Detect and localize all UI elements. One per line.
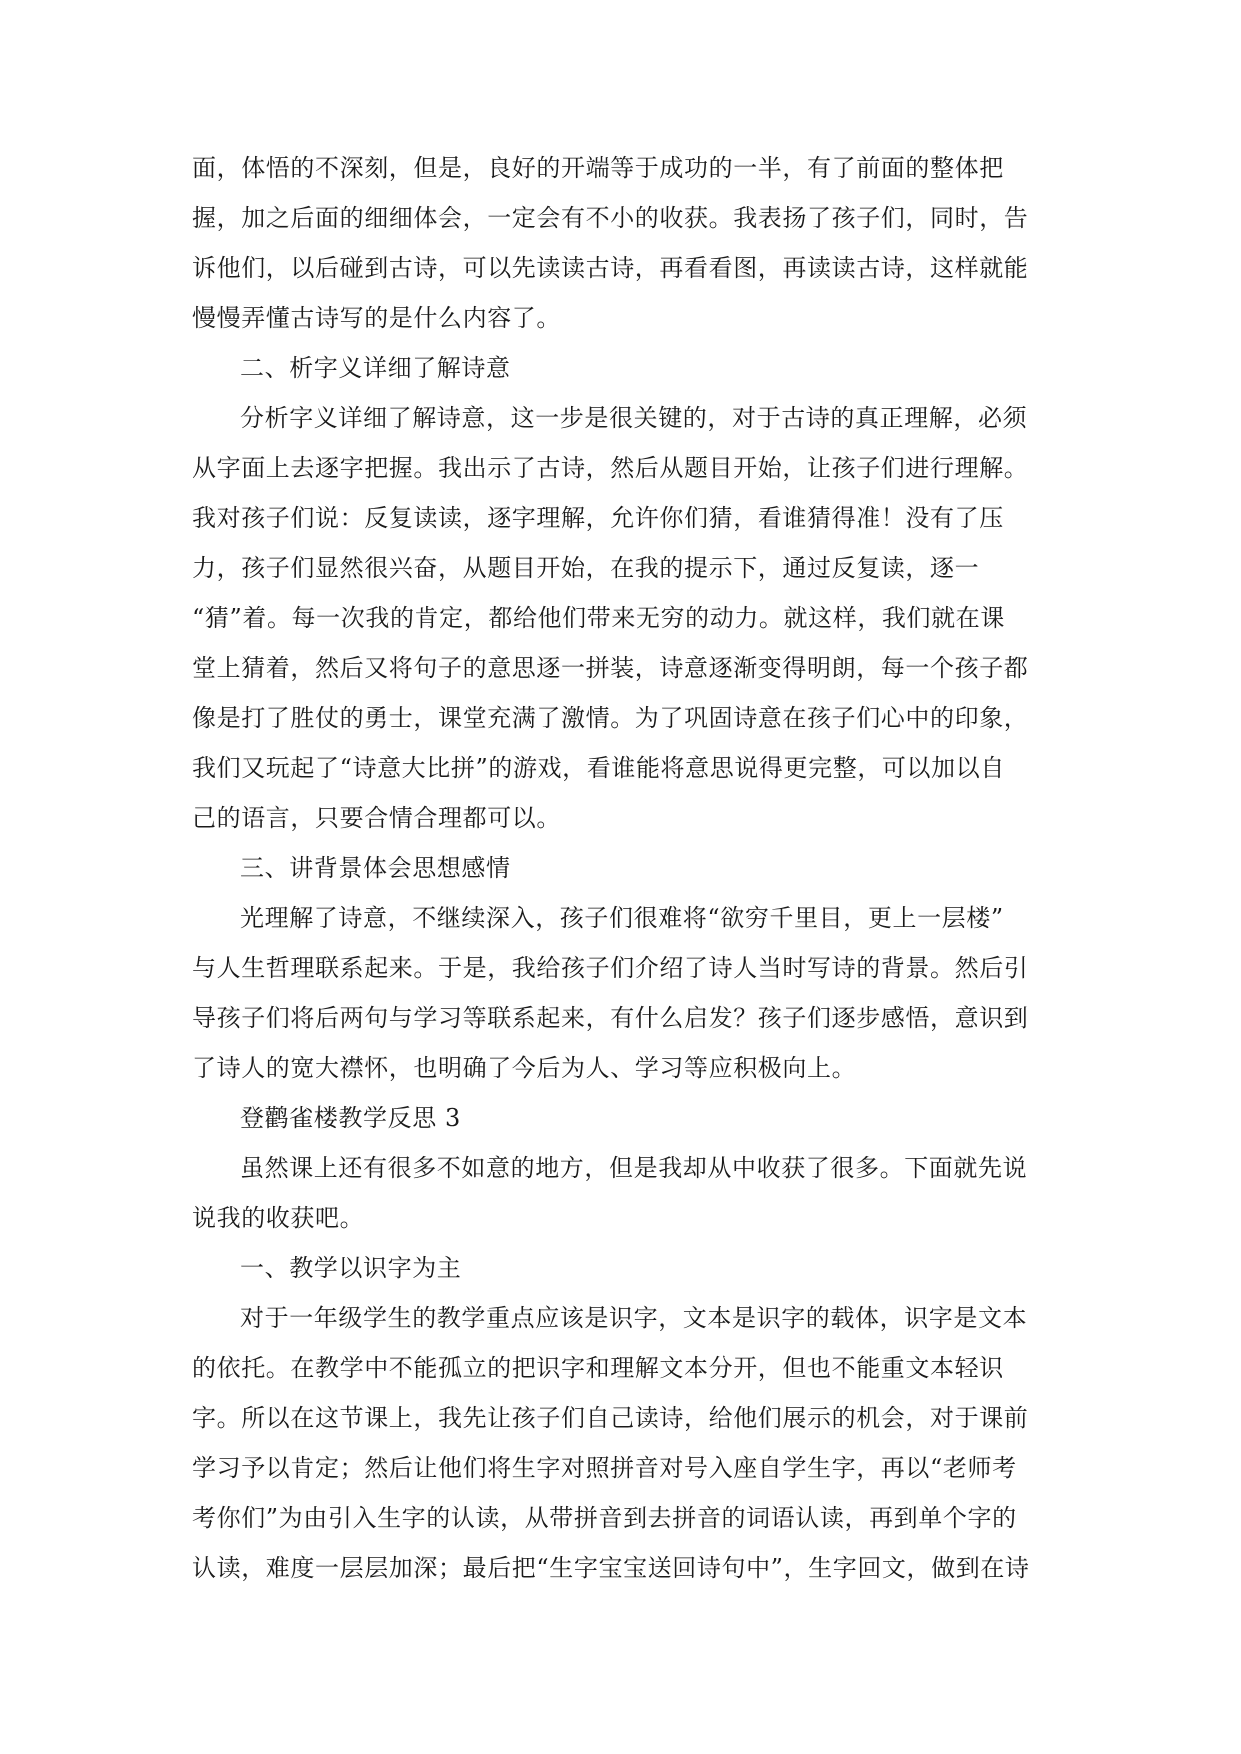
text-line: 像是打了胜仗的勇士，课堂充满了激情。为了巩固诗意在孩子们心中的印象， bbox=[192, 704, 1029, 732]
text-line: 光理解了诗意，不继续深入，孩子们很难将“欲穷千里目，更上一层楼” bbox=[240, 904, 1004, 932]
text-line: 诉他们，以后碰到古诗，可以先读读古诗，再看看图，再读读古诗，这样就能 bbox=[192, 254, 1029, 282]
text-line: 考你们”为由引入生字的认读，从带拼音到去拼音的词语认读，再到单个字的 bbox=[192, 1504, 1017, 1532]
section-heading: 三、讲背景体会思想感情 bbox=[240, 854, 511, 882]
text-line: 堂上猜着，然后又将句子的意思逐一拼装，诗意逐渐变得明朗，每一个孩子都 bbox=[192, 654, 1029, 682]
text-line: 握，加之后面的细细体会，一定会有不小的收获。我表扬了孩子们，同时，告 bbox=[192, 204, 1029, 232]
text-line: 虽然课上还有很多不如意的地方，但是我却从中收获了很多。下面就先说 bbox=[240, 1154, 1028, 1182]
article-title: 登鹳雀楼教学反思 3 bbox=[240, 1104, 461, 1132]
text-line: 说我的收获吧。 bbox=[192, 1204, 365, 1232]
text-line: 导孩子们将后两句与学习等联系起来，有什么启发？孩子们逐步感悟，意识到 bbox=[192, 1004, 1029, 1032]
text-line: 学习予以肯定；然后让他们将生字对照拼音对号入座自学生字，再以“老师考 bbox=[192, 1454, 1017, 1482]
text-line: 我对孩子们说：反复读读，逐字理解，允许你们猜，看谁猜得准！没有了压 bbox=[192, 504, 1004, 532]
text-line: “猜”着。每一次我的肯定，都给他们带来无穷的动力。就这样，我们就在课 bbox=[192, 604, 1005, 632]
section-heading: 二、析字义详细了解诗意 bbox=[240, 354, 511, 382]
text-line: 对于一年级学生的教学重点应该是识字，文本是识字的载体，识字是文本 bbox=[240, 1304, 1028, 1332]
text-line: 力，孩子们显然很兴奋，从题目开始，在我的提示下，通过反复读，逐一 bbox=[192, 554, 980, 582]
text-line: 字。所以在这节课上，我先让孩子们自己读诗，给他们展示的机会，对于课前 bbox=[192, 1404, 1029, 1432]
text-line: 了诗人的宽大襟怀，也明确了今后为人、学习等应积极向上。 bbox=[192, 1054, 857, 1082]
text-line: 从字面上去逐字把握。我出示了古诗，然后从题目开始，让孩子们进行理解。 bbox=[192, 454, 1029, 482]
text-line: 己的语言，只要合情合理都可以。 bbox=[192, 804, 561, 832]
text-line: 我们又玩起了“诗意大比拼”的游戏，看谁能将意思说得更完整，可以加以自 bbox=[192, 754, 1005, 782]
text-line: 与人生哲理联系起来。于是，我给孩子们介绍了诗人当时写诗的背景。然后引 bbox=[192, 954, 1029, 982]
text-line: 分析字义详细了解诗意，这一步是很关键的，对于古诗的真正理解，必须 bbox=[240, 404, 1028, 432]
text-line: 的依托。在教学中不能孤立的把识字和理解文本分开，但也不能重文本轻识 bbox=[192, 1354, 1004, 1382]
section-heading: 一、教学以识字为主 bbox=[240, 1254, 462, 1282]
text-line: 慢慢弄懂古诗写的是什么内容了。 bbox=[192, 304, 561, 332]
text-line: 面，体悟的不深刻，但是，良好的开端等于成功的一半，有了前面的整体把 bbox=[192, 154, 1004, 182]
text-line: 认读，难度一层层加深；最后把“生字宝宝送回诗句中”，生字回文，做到在诗 bbox=[192, 1554, 1030, 1582]
